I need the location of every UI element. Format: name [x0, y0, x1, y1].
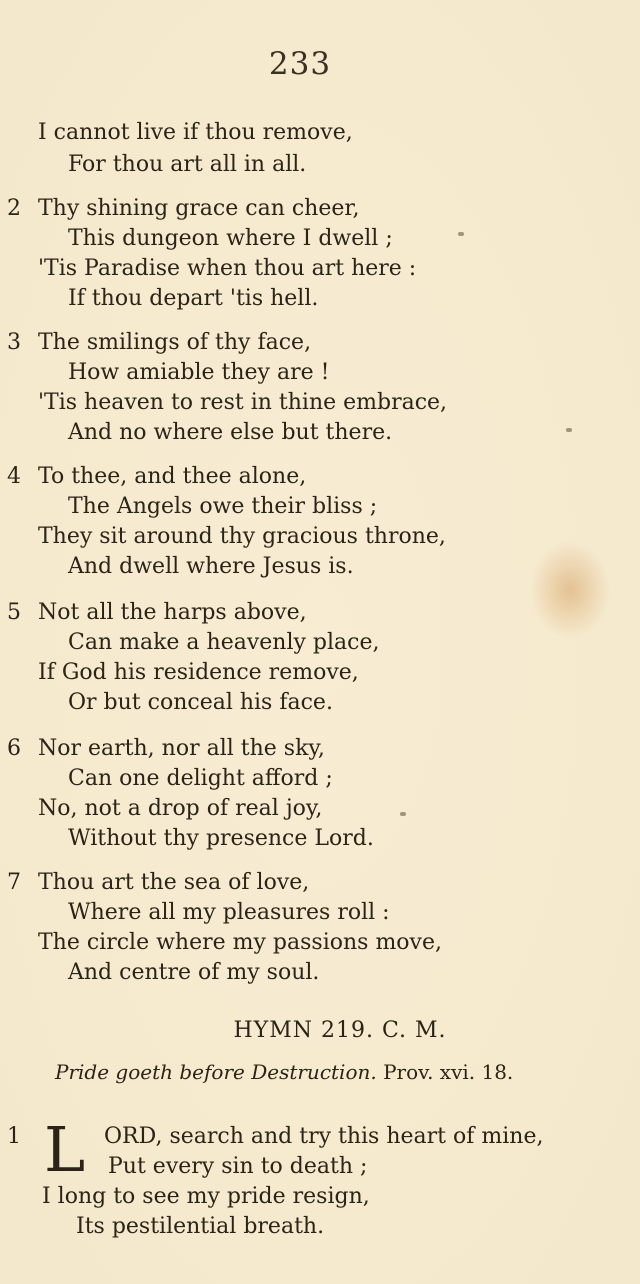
- verse-line: ORD, search and try this heart of mine,: [104, 1124, 544, 1149]
- page-number: 233: [268, 46, 332, 82]
- verse-line: The smilings of thy face,: [38, 330, 312, 355]
- verse-line: I cannot live if thou remove,: [38, 120, 353, 145]
- verse-line: The Angels owe their bliss ;: [68, 494, 378, 519]
- verse-line: I long to see my pride resign,: [42, 1184, 370, 1209]
- ink-speck: [400, 812, 406, 816]
- verse-line: Can one delight afford ;: [68, 766, 333, 791]
- ink-speck: [566, 428, 572, 432]
- ink-speck: [458, 232, 464, 236]
- scripture-reference: Prov. xvi. 18.: [383, 1060, 514, 1084]
- verse-line: Not all the harps above,: [38, 600, 307, 625]
- verse-line: Put every sin to death ;: [108, 1154, 368, 1179]
- verse-line: If thou depart 'tis hell.: [68, 286, 319, 311]
- verse-line: 'Tis heaven to rest in thine embrace,: [38, 390, 448, 415]
- verse-line: Nor earth, nor all the sky,: [38, 736, 325, 761]
- verse-line: How amiable they are !: [68, 360, 330, 385]
- verse-line: 'Tis Paradise when thou art here :: [38, 256, 417, 281]
- verse-line: No, not a drop of real joy,: [38, 796, 323, 821]
- verse-line: They sit around thy gracious throne,: [38, 524, 446, 549]
- verse-line: This dungeon where I dwell ;: [68, 226, 393, 251]
- verse-line: And no where else but there.: [68, 420, 393, 445]
- verse-line: To thee, and thee alone,: [38, 464, 307, 489]
- verse-line: For thou art all in all.: [68, 152, 307, 177]
- verse-number: 1: [7, 1124, 21, 1149]
- drop-cap-letter: L: [44, 1113, 86, 1186]
- verse-line: And centre of my soul.: [68, 960, 320, 985]
- verse-number: 3: [7, 330, 21, 355]
- verse-number: 2: [7, 196, 21, 221]
- verse-line: Thy shining grace can cheer,: [38, 196, 360, 221]
- hymn-title: [0, 1018, 640, 1043]
- verse-line: Without thy presence Lord.: [68, 826, 374, 851]
- verse-line: Or but conceal his face.: [68, 690, 333, 715]
- verse-line: The circle where my passions move,: [38, 930, 442, 955]
- hymn-title-text: HYMN 219. C. M.: [233, 1018, 447, 1043]
- verse-number: 6: [7, 736, 21, 761]
- verse-line: And dwell where Jesus is.: [68, 554, 354, 579]
- verse-line: Thou art the sea of love,: [38, 870, 310, 895]
- verse-line: If God his residence remove,: [38, 660, 359, 685]
- hymn-subtitle: [55, 1060, 513, 1084]
- verse-line: Its pestilential breath.: [76, 1214, 325, 1239]
- verse-line: Where all my pleasures roll :: [68, 900, 390, 925]
- verse-number: 5: [7, 600, 21, 625]
- subtitle-text: Pride goeth before Destruction.: [55, 1060, 377, 1084]
- verse-number: 4: [7, 464, 21, 489]
- verse-line: Can make a heavenly place,: [68, 630, 380, 655]
- verse-number: 7: [7, 870, 21, 895]
